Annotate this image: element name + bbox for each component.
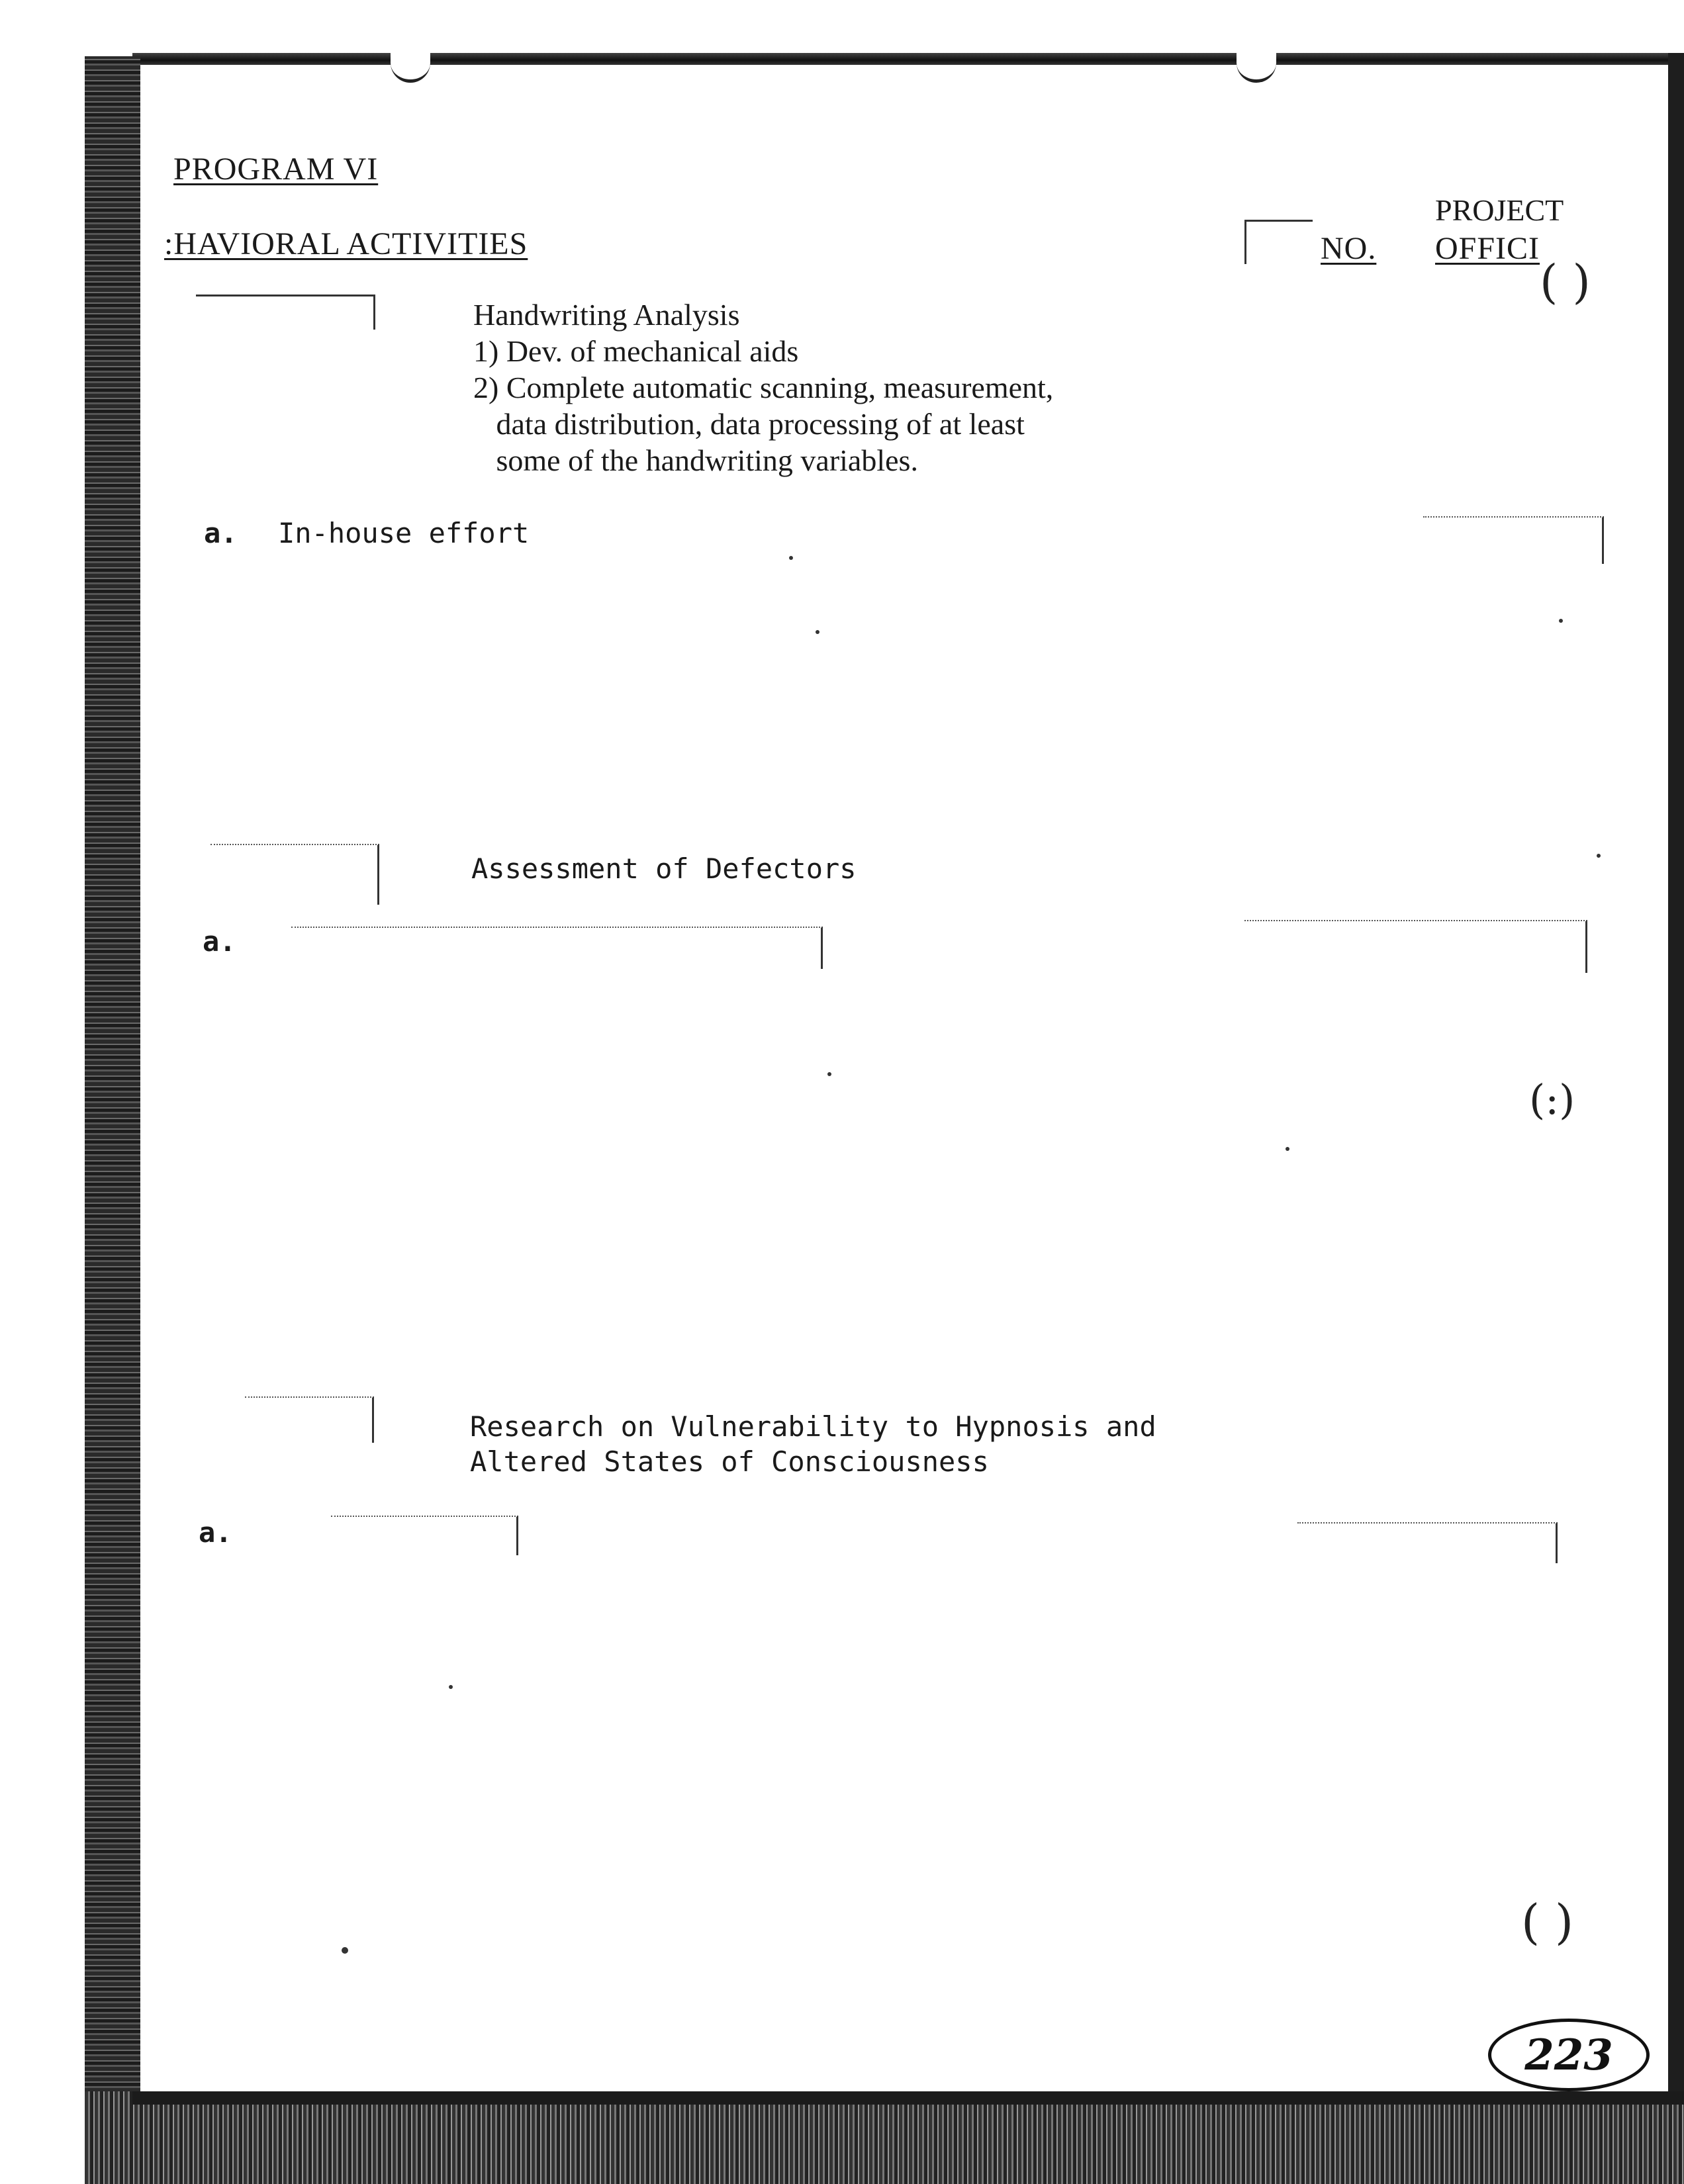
scan-border-bottom-inner (132, 2091, 1684, 2105)
scan-border-bottom (85, 2091, 1684, 2184)
sub-text-in-house: In-house effort (278, 517, 530, 549)
scan-speck (816, 630, 819, 634)
paren-mark-bottom: ( ) (1521, 1894, 1574, 1950)
section-item-2-cont-2: some of the handwriting variables. (473, 443, 918, 477)
scan-speck (827, 1072, 831, 1076)
scan-speck (1286, 1147, 1289, 1151)
scan-speck (789, 556, 793, 560)
scan-speck (1559, 619, 1563, 623)
section-item-2: 2) Complete automatic scanning, measurement, (473, 371, 1054, 404)
redaction-bracket-2 (210, 844, 379, 905)
scan-border-right (1668, 53, 1684, 2184)
redaction-bracket-3 (245, 1396, 374, 1443)
section-title-defectors: Assessment of Defectors (471, 852, 857, 885)
redaction-bracket-2b (291, 927, 823, 969)
section-title-handwriting: Handwriting Analysis (473, 298, 740, 332)
redaction-bracket-2c (1244, 920, 1587, 973)
section-title-hypnosis-line2: Altered States of Consciousness (470, 1445, 989, 1478)
section-item-1: 1) Dev. of mechanical aids (473, 334, 799, 368)
sub-label-a-1: a. (204, 517, 238, 549)
project-column-label-line2: OFFICI (1435, 231, 1540, 266)
punch-hole-right (1237, 53, 1276, 83)
paren-mark-top: ( ) (1540, 255, 1591, 309)
scan-speck (342, 1947, 348, 1954)
redaction-bracket-1b (1423, 516, 1604, 564)
project-column-label-line1: PROJECT (1435, 193, 1564, 227)
punch-hole-left (391, 53, 430, 83)
page-number-oval (1488, 2019, 1650, 2091)
program-heading: PROGRAM VI (173, 152, 379, 187)
no-column-bracket (1244, 220, 1313, 264)
redaction-bracket-1 (196, 295, 375, 330)
redaction-bracket-3c (1297, 1522, 1558, 1563)
sub-label-a-2: a. (203, 925, 236, 958)
page-number: 223 (1524, 2030, 1613, 2080)
scan-speck (1597, 854, 1601, 858)
scan-border-left (85, 56, 140, 2134)
scan-border-top (132, 53, 1684, 65)
activities-heading: :HAVIORAL ACTIVITIES (164, 226, 528, 261)
scan-speck (449, 1685, 453, 1689)
redaction-bracket-3b (331, 1516, 518, 1555)
section-item-2-cont-1: data distribution, data processing of at least (473, 407, 1025, 441)
paren-mark-middle: (:) (1529, 1075, 1575, 1124)
section-title-hypnosis-line1: Research on Vulnerability to Hypnosis and (470, 1410, 1156, 1443)
sub-label-a-3: a. (199, 1516, 232, 1549)
no-column-label: NO. (1321, 231, 1377, 266)
